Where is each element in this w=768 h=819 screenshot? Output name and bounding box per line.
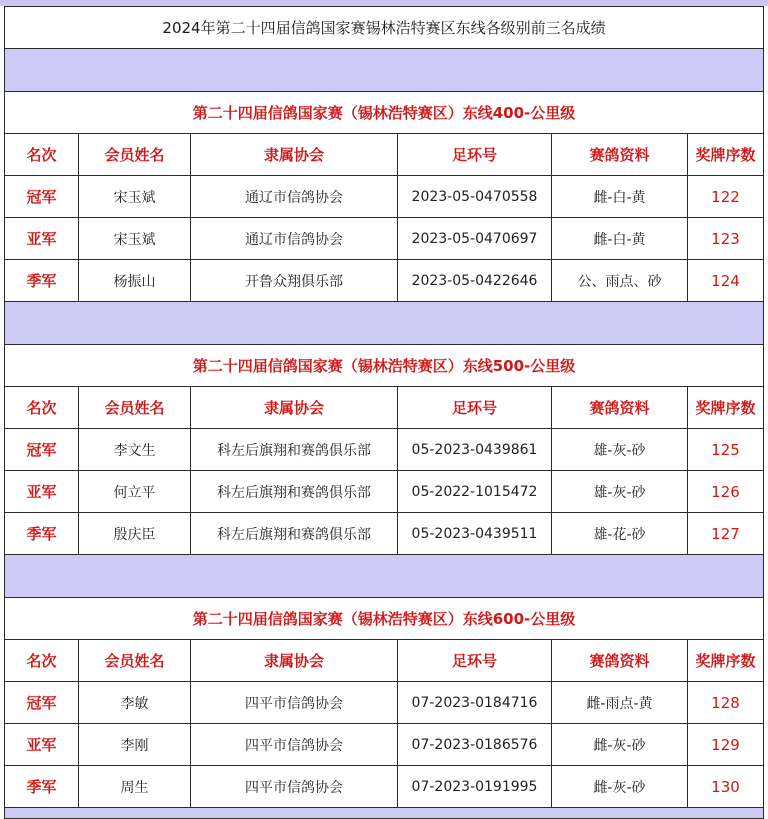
rank-cell: 亚军: [5, 218, 79, 260]
ring-cell: 07-2023-0186576: [398, 724, 552, 766]
info-cell: 雌-白-黄: [552, 176, 688, 218]
info-cell: 雌-灰-砂: [552, 766, 688, 808]
medal-cell: 125: [688, 429, 764, 471]
association-cell: 四平市信鸽协会: [191, 724, 398, 766]
association-cell: 通辽市信鸽协会: [191, 218, 398, 260]
medal-cell: 127: [688, 513, 764, 555]
ring-cell: 2023-05-0470697: [398, 218, 552, 260]
ring-cell: 2023-05-0422646: [398, 260, 552, 302]
medal-cell: 128: [688, 682, 764, 724]
info-cell: 雄-灰-砂: [552, 429, 688, 471]
section-title-row: [5, 598, 764, 640]
medal-cell: 122: [688, 176, 764, 218]
header-name: 会员姓名: [79, 134, 191, 176]
results-table: [4, 6, 764, 819]
header-ring: 足环号: [398, 387, 552, 429]
ring-cell: 07-2023-0184716: [398, 682, 552, 724]
header-info: 赛鸽资料: [552, 387, 688, 429]
name-cell: 何立平: [79, 471, 191, 513]
association-cell: 科左后旗翔和赛鸽俱乐部: [191, 429, 398, 471]
ring-cell: 05-2022-1015472: [398, 471, 552, 513]
rank-cell: 亚军: [5, 471, 79, 513]
title-row: [5, 7, 764, 49]
header-ring: 足环号: [398, 134, 552, 176]
table-row: [5, 260, 764, 302]
info-cell: 雌-白-黄: [552, 218, 688, 260]
info-cell: 雄-花-砂: [552, 513, 688, 555]
ring-cell: 2023-05-0470558: [398, 176, 552, 218]
info-cell: 公、雨点、砂: [552, 260, 688, 302]
name-cell: 李文生: [79, 429, 191, 471]
section-title-row: [5, 345, 764, 387]
name-cell: 殷庆臣: [79, 513, 191, 555]
section-title: 第二十四届信鸽国家赛（锡林浩特赛区）东线400-公里级: [5, 92, 764, 134]
header-association: 隶属协会: [191, 387, 398, 429]
association-cell: 科左后旗翔和赛鸽俱乐部: [191, 471, 398, 513]
table-row: [5, 176, 764, 218]
name-cell: 李刚: [79, 724, 191, 766]
header-row: [5, 134, 764, 176]
header-rank: 名次: [5, 134, 79, 176]
name-cell: 李敏: [79, 682, 191, 724]
header-ring: 足环号: [398, 640, 552, 682]
header-medal: 奖牌序数: [688, 640, 764, 682]
ring-cell: 05-2023-0439861: [398, 429, 552, 471]
rank-cell: 季军: [5, 766, 79, 808]
association-cell: 科左后旗翔和赛鸽俱乐部: [191, 513, 398, 555]
header-rank: 名次: [5, 640, 79, 682]
rank-cell: 季军: [5, 260, 79, 302]
rank-cell: 冠军: [5, 429, 79, 471]
rank-cell: 亚军: [5, 724, 79, 766]
header-association: 隶属协会: [191, 640, 398, 682]
association-cell: 四平市信鸽协会: [191, 766, 398, 808]
header-medal: 奖牌序数: [688, 134, 764, 176]
header-name: 会员姓名: [79, 387, 191, 429]
header-info: 赛鸽资料: [552, 134, 688, 176]
association-cell: 开鲁众翔俱乐部: [191, 260, 398, 302]
rank-cell: 冠军: [5, 682, 79, 724]
table-row: [5, 218, 764, 260]
section-title-row: [5, 92, 764, 134]
info-cell: 雄-灰-砂: [552, 471, 688, 513]
ring-cell: 05-2023-0439511: [398, 513, 552, 555]
header-rank: 名次: [5, 387, 79, 429]
section-gap: [5, 49, 764, 92]
table-row: [5, 766, 764, 808]
header-name: 会员姓名: [79, 640, 191, 682]
name-cell: 杨振山: [79, 260, 191, 302]
name-cell: 周生: [79, 766, 191, 808]
association-cell: 四平市信鸽协会: [191, 682, 398, 724]
header-row: [5, 387, 764, 429]
medal-cell: 129: [688, 724, 764, 766]
section-title: 第二十四届信鸽国家赛（锡林浩特赛区）东线600-公里级: [5, 598, 764, 640]
header-medal: 奖牌序数: [688, 387, 764, 429]
section-gap: [5, 302, 764, 345]
table-row: [5, 429, 764, 471]
rank-cell: 季军: [5, 513, 79, 555]
rank-cell: 冠军: [5, 176, 79, 218]
table-row: [5, 724, 764, 766]
medal-cell: 126: [688, 471, 764, 513]
bottom-strip: [5, 808, 764, 819]
table-row: [5, 513, 764, 555]
name-cell: 宋玉斌: [79, 176, 191, 218]
section-title: 第二十四届信鸽国家赛（锡林浩特赛区）东线500-公里级: [5, 345, 764, 387]
medal-cell: 124: [688, 260, 764, 302]
name-cell: 宋玉斌: [79, 218, 191, 260]
association-cell: 通辽市信鸽协会: [191, 176, 398, 218]
info-cell: 雌-灰-砂: [552, 724, 688, 766]
table-row: [5, 682, 764, 724]
medal-cell: 130: [688, 766, 764, 808]
header-info: 赛鸽资料: [552, 640, 688, 682]
info-cell: 雌-雨点-黄: [552, 682, 688, 724]
table-row: [5, 471, 764, 513]
header-association: 隶属协会: [191, 134, 398, 176]
medal-cell: 123: [688, 218, 764, 260]
section-gap: [5, 555, 764, 598]
ring-cell: 07-2023-0191995: [398, 766, 552, 808]
header-row: [5, 640, 764, 682]
page-title: 2024年第二十四届信鸽国家赛锡林浩特赛区东线各级别前三名成绩: [5, 7, 764, 49]
